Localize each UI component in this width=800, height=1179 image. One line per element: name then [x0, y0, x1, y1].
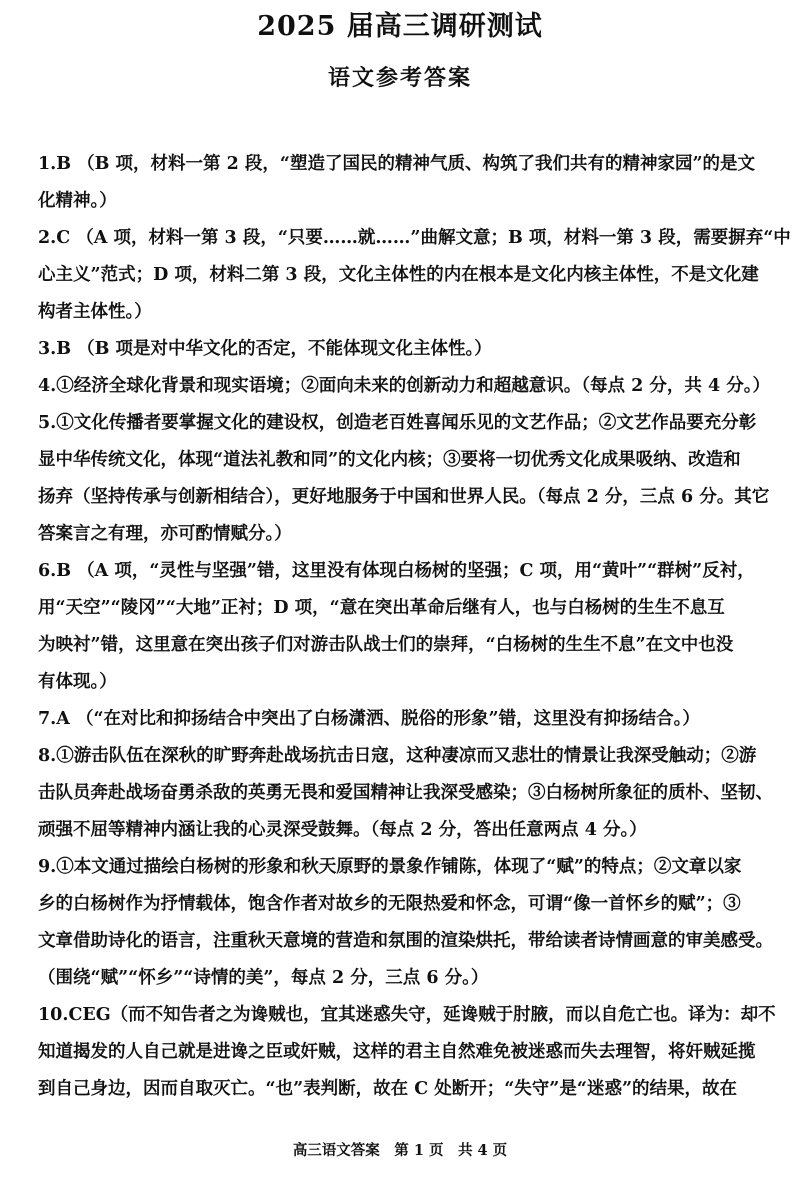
answer-line: 5.①文化传播者要掌握文化的建设权，创造老百姓喜闻乐见的文艺作品；②文艺作品要充分彰: [38, 413, 757, 433]
answer-item-1: [38, 146, 768, 220]
answer-line: 3.B （B 项是对中华文化的否定，不能体现文化主体性。）: [38, 339, 492, 359]
answer-line: 6.B （A 项，“灵性与坚强”错，这里没有体现白杨树的坚强；C 项，用“黄叶”“群树”反衬，: [38, 561, 755, 581]
answer-item-6: [38, 553, 768, 701]
answer-item-4: [38, 368, 768, 405]
answer-line: 4.①经济全球化背景和现实语境；②面向未来的创新动力和超越意识。（每点 2 分，共 4 分。）: [38, 376, 770, 396]
page-footer: 高三语文答案 第 1 页 共 4 页: [292, 1142, 508, 1159]
answer-item-8: [38, 738, 773, 849]
answer-line: 知道揭发的人自己就是进谗之臣或奸贼，这样的君主自然难免被迷惑而失去理智，将奸贼延揽: [38, 1042, 756, 1062]
answer-line: 显中华传统文化，体现“道法礼教和同”的文化内核；③要将一切优秀文化成果吸纳、改造和: [38, 450, 741, 470]
answer-item-9: [38, 849, 773, 997]
page-subtitle: 语文参考答案: [327, 65, 472, 91]
answer-item-3: [38, 331, 768, 368]
answer-line: 顽强不屈等精神内涵让我的心灵深受鼓舞。（每点 2 分，答出任意两点 4 分。）: [38, 820, 647, 840]
answer-line: 有体现。）: [38, 672, 117, 692]
answer-line: 击队员奔赴战场奋勇杀敌的英勇无畏和爱国精神让我深受感染；③白杨树所象征的质朴、坚韧、: [38, 783, 773, 803]
answer-line: 2.C （A 项，材料一第 3 段，“只要……就……”曲解文意；B 项，材料一第 3 段，需要摒弃“中: [38, 228, 791, 248]
answer-line: 1.B （B 项，材料一第 2 段，“塑造了国民的精神气质、构筑了我们共有的精神家园”的是文: [38, 154, 756, 174]
answer-line: 心主义”范式；D 项，材料二第 3 段，文化主体性的内在根本是文化内核主体性，不是文化建: [38, 265, 759, 285]
answer-line: 10.CEG（而不知告者之为谗贼也，宜其迷惑失守，延谗贼于肘腋，而以自危亡也。译为：却不: [38, 1005, 776, 1025]
answer-item-5: [38, 405, 768, 553]
answer-item-7: [38, 701, 768, 738]
answer-line: 7.A （“在对比和抑扬结合中突出了白杨潇洒、脱俗的形象”错，这里没有抑扬结合。）: [38, 709, 700, 729]
answer-line: 文章借助诗化的语言，注重秋天意境的营造和氛围的渲染烘托，带给读者诗情画意的审美感受。: [38, 931, 773, 951]
answer-line: 答案言之有理，亦可酌情赋分。）: [38, 524, 292, 544]
answer-line: 为映衬”错，这里意在突出孩子们对游击队战士们的崇拜，“白杨树的生生不息”在文中也没: [38, 635, 734, 655]
answer-item-2: [38, 220, 791, 331]
page-title: 2025 届高三调研测试: [257, 11, 543, 42]
answer-line: 用“天空”“陵冈”“大地”正衬；D 项，“意在突出革命后继有人，也与白杨树的生生不息互: [38, 598, 725, 618]
answer-list: [38, 146, 791, 1108]
answer-line: 构者主体性。）: [38, 302, 152, 322]
answer-line: 扬弃（坚持传承与创新相结合），更好地服务于中国和世界人民。（每点 2 分，三点 6 分。其它: [38, 487, 770, 507]
answer-line: 到自己身边，因而自取灭亡。“也”表判断，故在 C 处断开；“失守”是“迷惑”的结果，故在: [38, 1079, 738, 1099]
answer-line: 化精神。）: [38, 191, 117, 211]
answer-line: （围绕“赋”“怀乡”“诗情的美”，每点 2 分，三点 6 分。）: [38, 968, 489, 988]
answer-line: 8.①游击队伍在深秋的旷野奔赴战场抗击日寇，这种凄凉而又悲壮的情景让我深受触动；②游: [38, 746, 757, 766]
answer-item-10: [38, 997, 776, 1108]
answer-line: 乡的白杨树作为抒情载体，饱含作者对故乡的无限热爱和怀念，可谓“像一首怀乡的赋”；③: [38, 894, 741, 914]
answer-line: 9.①本文通过描绘白杨树的形象和秋天原野的景象作铺陈，体现了“赋”的特点；②文章以家: [38, 857, 742, 877]
